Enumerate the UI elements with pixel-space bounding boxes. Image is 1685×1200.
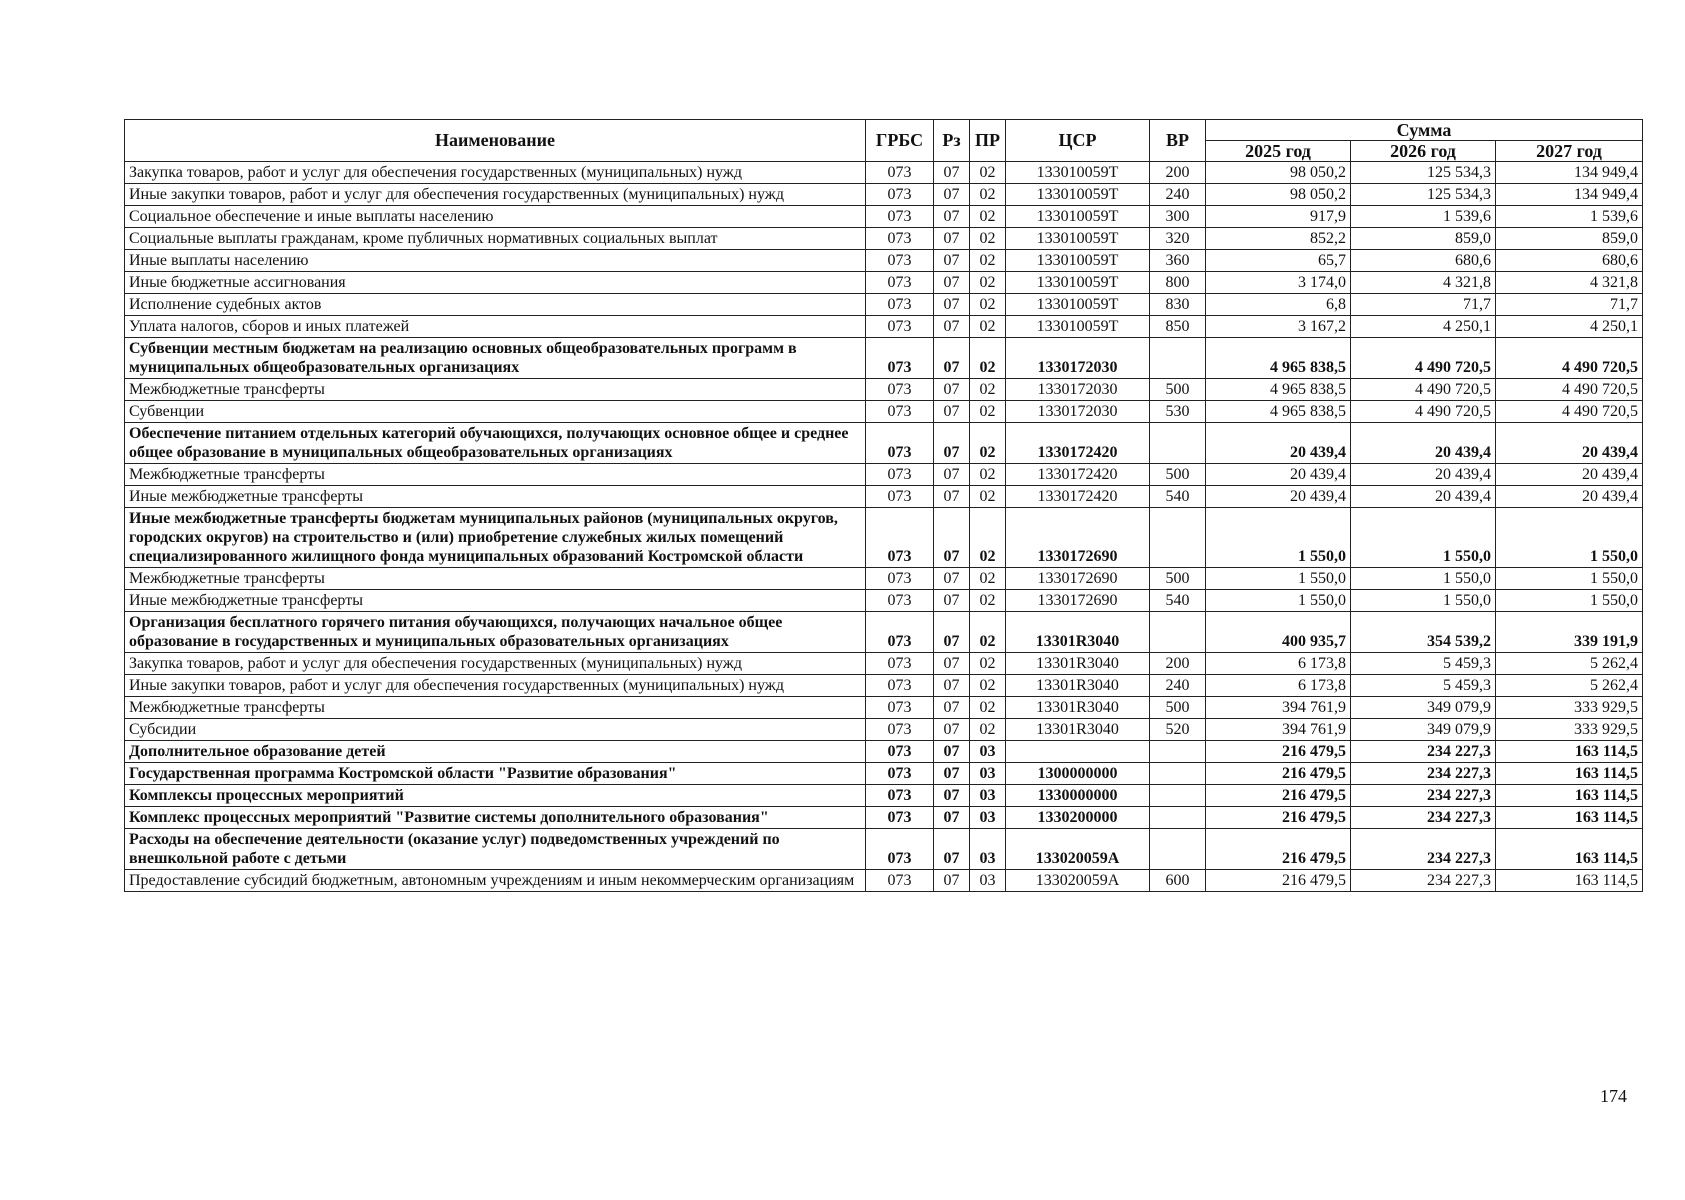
cell-name: Комплекс процессных мероприятий "Развитие системы дополнительного образования": [125, 807, 866, 829]
cell-vr: 800: [1150, 272, 1206, 294]
cell-pr: 02: [970, 250, 1006, 272]
cell-pr: 03: [970, 870, 1006, 892]
cell-2025: 98 050,2: [1206, 162, 1351, 184]
cell-csr: 133020059А: [1006, 870, 1150, 892]
cell-pr: 02: [970, 379, 1006, 401]
cell-csr: 133010059Т: [1006, 162, 1150, 184]
cell-rz: 07: [934, 250, 970, 272]
table-row: [125, 590, 1643, 612]
cell-name: Иные межбюджетные трансферты: [125, 486, 866, 508]
cell-vr: [1150, 338, 1206, 379]
cell-csr: 1330172690: [1006, 590, 1150, 612]
cell-2027: 163 114,5: [1496, 741, 1643, 763]
cell-vr: 500: [1150, 464, 1206, 486]
table-row: [125, 763, 1643, 785]
cell-vr: 830: [1150, 294, 1206, 316]
cell-2025: 216 479,5: [1206, 807, 1351, 829]
cell-2025: 6,8: [1206, 294, 1351, 316]
table-row: [125, 250, 1643, 272]
cell-2025: 216 479,5: [1206, 741, 1351, 763]
cell-2026: 125 534,3: [1351, 184, 1496, 206]
cell-2027: 333 929,5: [1496, 719, 1643, 741]
cell-grbs: 073: [866, 741, 934, 763]
cell-grbs: 073: [866, 486, 934, 508]
cell-2025: 20 439,4: [1206, 464, 1351, 486]
cell-rz: 07: [934, 294, 970, 316]
cell-2027: 163 114,5: [1496, 763, 1643, 785]
cell-2027: 20 439,4: [1496, 486, 1643, 508]
cell-grbs: 073: [866, 294, 934, 316]
cell-rz: 07: [934, 785, 970, 807]
cell-2027: 20 439,4: [1496, 423, 1643, 464]
cell-vr: 240: [1150, 675, 1206, 697]
cell-2027: 163 114,5: [1496, 870, 1643, 892]
cell-2025: 216 479,5: [1206, 870, 1351, 892]
table-row: [125, 401, 1643, 423]
cell-2025: 216 479,5: [1206, 785, 1351, 807]
cell-pr: 02: [970, 294, 1006, 316]
cell-csr: 1330172420: [1006, 486, 1150, 508]
cell-csr: 1330172030: [1006, 338, 1150, 379]
cell-2027: 20 439,4: [1496, 464, 1643, 486]
cell-2026: 234 227,3: [1351, 785, 1496, 807]
cell-2025: 1 550,0: [1206, 508, 1351, 568]
cell-vr: 500: [1150, 568, 1206, 590]
cell-csr: 13301R3040: [1006, 697, 1150, 719]
cell-name: Исполнение судебных актов: [125, 294, 866, 316]
cell-2026: 1 550,0: [1351, 508, 1496, 568]
cell-2025: 3 167,2: [1206, 316, 1351, 338]
cell-2026: 4 490 720,5: [1351, 338, 1496, 379]
cell-csr: 1330172690: [1006, 508, 1150, 568]
cell-pr: 02: [970, 590, 1006, 612]
cell-grbs: 073: [866, 807, 934, 829]
cell-grbs: 073: [866, 719, 934, 741]
cell-2027: 859,0: [1496, 228, 1643, 250]
cell-2026: 1 539,6: [1351, 206, 1496, 228]
cell-vr: 240: [1150, 184, 1206, 206]
cell-2026: 234 227,3: [1351, 763, 1496, 785]
cell-csr: 13301R3040: [1006, 612, 1150, 653]
cell-grbs: 073: [866, 508, 934, 568]
cell-2025: 65,7: [1206, 250, 1351, 272]
cell-vr: 300: [1150, 206, 1206, 228]
cell-vr: 500: [1150, 379, 1206, 401]
cell-2025: 400 935,7: [1206, 612, 1351, 653]
cell-2025: 1 550,0: [1206, 568, 1351, 590]
cell-2025: 20 439,4: [1206, 423, 1351, 464]
cell-pr: 02: [970, 719, 1006, 741]
table-row: [125, 162, 1643, 184]
table-row: [125, 719, 1643, 741]
cell-2027: 1 550,0: [1496, 508, 1643, 568]
cell-name: Закупка товаров, работ и услуг для обеспечения государственных (муниципальных) нужд: [125, 653, 866, 675]
cell-2027: 4 250,1: [1496, 316, 1643, 338]
cell-2026: 234 227,3: [1351, 741, 1496, 763]
cell-2026: 680,6: [1351, 250, 1496, 272]
cell-csr: 133010059Т: [1006, 184, 1150, 206]
cell-csr: 1330200000: [1006, 807, 1150, 829]
header-sum: Сумма: [1206, 120, 1643, 141]
cell-2026: 859,0: [1351, 228, 1496, 250]
table-header: [125, 120, 1643, 162]
cell-csr: 133020059А: [1006, 829, 1150, 870]
cell-2026: 1 550,0: [1351, 590, 1496, 612]
cell-csr: 133010059Т: [1006, 272, 1150, 294]
table-row: [125, 870, 1643, 892]
cell-pr: 02: [970, 508, 1006, 568]
cell-name: Дополнительное образование детей: [125, 741, 866, 763]
cell-pr: 03: [970, 763, 1006, 785]
cell-vr: 540: [1150, 486, 1206, 508]
cell-2026: 354 539,2: [1351, 612, 1496, 653]
cell-grbs: 073: [866, 338, 934, 379]
cell-2026: 4 490 720,5: [1351, 401, 1496, 423]
cell-pr: 02: [970, 675, 1006, 697]
cell-2025: 6 173,8: [1206, 675, 1351, 697]
cell-2025: 4 965 838,5: [1206, 338, 1351, 379]
cell-name: Закупка товаров, работ и услуг для обеспечения государственных (муниципальных) нужд: [125, 162, 866, 184]
cell-2025: 98 050,2: [1206, 184, 1351, 206]
table-row: [125, 829, 1643, 870]
table-row: [125, 785, 1643, 807]
cell-vr: [1150, 612, 1206, 653]
cell-rz: 07: [934, 590, 970, 612]
table-row: [125, 338, 1643, 379]
table-row: [125, 184, 1643, 206]
cell-2026: 5 459,3: [1351, 675, 1496, 697]
cell-grbs: 073: [866, 379, 934, 401]
table-row: [125, 486, 1643, 508]
cell-name: Иные закупки товаров, работ и услуг для обеспечения государственных (муниципальных) нужд: [125, 184, 866, 206]
cell-name: Субсидии: [125, 719, 866, 741]
cell-2026: 234 227,3: [1351, 829, 1496, 870]
cell-name: Организация бесплатного горячего питания обучающихся, получающих начальное общее образование в государственных и муниципальных образовательных организациях: [125, 612, 866, 653]
cell-2027: 4 321,8: [1496, 272, 1643, 294]
cell-rz: 07: [934, 568, 970, 590]
cell-name: Государственная программа Костромской области "Развитие образования": [125, 763, 866, 785]
cell-rz: 07: [934, 228, 970, 250]
cell-2027: 5 262,4: [1496, 675, 1643, 697]
cell-2025: 216 479,5: [1206, 829, 1351, 870]
cell-name: Расходы на обеспечение деятельности (оказание услуг) подведомственных учреждений по внешкольной работе с детьми: [125, 829, 866, 870]
cell-2026: 20 439,4: [1351, 423, 1496, 464]
cell-pr: 02: [970, 228, 1006, 250]
cell-pr: 02: [970, 612, 1006, 653]
cell-2027: 163 114,5: [1496, 785, 1643, 807]
cell-vr: 530: [1150, 401, 1206, 423]
cell-csr: 13301R3040: [1006, 719, 1150, 741]
cell-csr: 1330172030: [1006, 379, 1150, 401]
cell-pr: 02: [970, 486, 1006, 508]
cell-vr: [1150, 741, 1206, 763]
cell-name: Иные бюджетные ассигнования: [125, 272, 866, 294]
cell-pr: 02: [970, 568, 1006, 590]
cell-rz: 07: [934, 184, 970, 206]
cell-grbs: 073: [866, 316, 934, 338]
cell-grbs: 073: [866, 162, 934, 184]
cell-rz: 07: [934, 719, 970, 741]
cell-rz: 07: [934, 870, 970, 892]
cell-2025: 917,9: [1206, 206, 1351, 228]
cell-pr: 02: [970, 338, 1006, 379]
cell-name: Социальные выплаты гражданам, кроме публичных нормативных социальных выплат: [125, 228, 866, 250]
cell-vr: [1150, 807, 1206, 829]
cell-grbs: 073: [866, 568, 934, 590]
cell-csr: 133010059Т: [1006, 206, 1150, 228]
cell-2026: 1 550,0: [1351, 568, 1496, 590]
cell-grbs: 073: [866, 250, 934, 272]
cell-vr: 540: [1150, 590, 1206, 612]
cell-2026: 234 227,3: [1351, 870, 1496, 892]
cell-csr: 133010059Т: [1006, 250, 1150, 272]
cell-grbs: 073: [866, 228, 934, 250]
cell-csr: 133010059Т: [1006, 228, 1150, 250]
cell-grbs: 073: [866, 653, 934, 675]
cell-2026: 20 439,4: [1351, 486, 1496, 508]
cell-vr: [1150, 785, 1206, 807]
cell-2026: 4 250,1: [1351, 316, 1496, 338]
cell-rz: 07: [934, 612, 970, 653]
cell-2027: 5 262,4: [1496, 653, 1643, 675]
cell-grbs: 073: [866, 612, 934, 653]
cell-pr: 02: [970, 401, 1006, 423]
cell-name: Межбюджетные трансферты: [125, 697, 866, 719]
table-row: [125, 697, 1643, 719]
table-row: [125, 206, 1643, 228]
cell-csr: 13301R3040: [1006, 675, 1150, 697]
cell-name: Субвенции местным бюджетам на реализацию основных общеобразовательных программ в муниципальных общеобразовательных организациях: [125, 338, 866, 379]
table-row: [125, 653, 1643, 675]
header-grbs: ГРБС: [866, 120, 934, 162]
cell-2026: 4 321,8: [1351, 272, 1496, 294]
cell-pr: 03: [970, 785, 1006, 807]
cell-rz: 07: [934, 697, 970, 719]
cell-2027: 680,6: [1496, 250, 1643, 272]
header-pr: ПР: [970, 120, 1006, 162]
cell-pr: 02: [970, 184, 1006, 206]
cell-rz: 07: [934, 464, 970, 486]
cell-pr: 03: [970, 829, 1006, 870]
cell-name: Межбюджетные трансферты: [125, 464, 866, 486]
cell-grbs: 073: [866, 675, 934, 697]
header-rz: Рз: [934, 120, 970, 162]
cell-rz: 07: [934, 423, 970, 464]
cell-grbs: 073: [866, 272, 934, 294]
cell-2027: 163 114,5: [1496, 829, 1643, 870]
table-row: [125, 741, 1643, 763]
cell-2025: 4 965 838,5: [1206, 401, 1351, 423]
cell-2025: 394 761,9: [1206, 719, 1351, 741]
cell-2025: 216 479,5: [1206, 763, 1351, 785]
cell-csr: 1330172690: [1006, 568, 1150, 590]
cell-2026: 4 490 720,5: [1351, 379, 1496, 401]
cell-vr: [1150, 829, 1206, 870]
cell-rz: 07: [934, 675, 970, 697]
cell-vr: 850: [1150, 316, 1206, 338]
cell-grbs: 073: [866, 423, 934, 464]
cell-2027: 134 949,4: [1496, 184, 1643, 206]
cell-2026: 234 227,3: [1351, 807, 1496, 829]
cell-rz: 07: [934, 508, 970, 568]
cell-2027: 4 490 720,5: [1496, 401, 1643, 423]
cell-rz: 07: [934, 338, 970, 379]
page-number: 174: [1600, 1086, 1627, 1106]
cell-vr: 600: [1150, 870, 1206, 892]
cell-2027: 4 490 720,5: [1496, 338, 1643, 379]
budget-table: [124, 119, 1643, 892]
cell-2025: 1 550,0: [1206, 590, 1351, 612]
cell-name: Иные межбюджетные трансферты: [125, 590, 866, 612]
cell-grbs: 073: [866, 206, 934, 228]
cell-grbs: 073: [866, 464, 934, 486]
cell-2025: 3 174,0: [1206, 272, 1351, 294]
cell-vr: [1150, 508, 1206, 568]
cell-2026: 20 439,4: [1351, 464, 1496, 486]
cell-name: Иные закупки товаров, работ и услуг для обеспечения государственных (муниципальных) нужд: [125, 675, 866, 697]
table-row: [125, 316, 1643, 338]
cell-csr: 1330172420: [1006, 423, 1150, 464]
cell-grbs: 073: [866, 590, 934, 612]
cell-pr: 03: [970, 807, 1006, 829]
cell-2025: 6 173,8: [1206, 653, 1351, 675]
cell-vr: 500: [1150, 697, 1206, 719]
cell-pr: 02: [970, 162, 1006, 184]
cell-csr: 1330172420: [1006, 464, 1150, 486]
cell-grbs: 073: [866, 184, 934, 206]
table-row: [125, 272, 1643, 294]
table-row: [125, 379, 1643, 401]
cell-rz: 07: [934, 763, 970, 785]
cell-pr: 03: [970, 741, 1006, 763]
table-row: [125, 675, 1643, 697]
cell-grbs: 073: [866, 785, 934, 807]
cell-2026: 5 459,3: [1351, 653, 1496, 675]
table-row: [125, 612, 1643, 653]
cell-pr: 02: [970, 653, 1006, 675]
cell-grbs: 073: [866, 763, 934, 785]
cell-vr: [1150, 763, 1206, 785]
cell-csr: 13301R3040: [1006, 653, 1150, 675]
cell-name: Комплексы процессных мероприятий: [125, 785, 866, 807]
cell-csr: 133010059Т: [1006, 294, 1150, 316]
header-name: Наименование: [125, 120, 866, 162]
cell-2026: 125 534,3: [1351, 162, 1496, 184]
cell-name: Межбюджетные трансферты: [125, 379, 866, 401]
table-row: [125, 423, 1643, 464]
cell-name: Социальное обеспечение и иные выплаты населению: [125, 206, 866, 228]
cell-name: Уплата налогов, сборов и иных платежей: [125, 316, 866, 338]
cell-grbs: 073: [866, 829, 934, 870]
cell-2027: 339 191,9: [1496, 612, 1643, 653]
cell-rz: 07: [934, 401, 970, 423]
cell-2027: 1 550,0: [1496, 590, 1643, 612]
cell-pr: 02: [970, 316, 1006, 338]
cell-name: Иные выплаты населению: [125, 250, 866, 272]
cell-rz: 07: [934, 272, 970, 294]
header-2026: 2026 год: [1351, 141, 1496, 162]
header-vr: ВР: [1150, 120, 1206, 162]
cell-2025: 394 761,9: [1206, 697, 1351, 719]
cell-csr: 1300000000: [1006, 763, 1150, 785]
cell-pr: 02: [970, 206, 1006, 228]
cell-2027: 134 949,4: [1496, 162, 1643, 184]
cell-rz: 07: [934, 206, 970, 228]
cell-vr: 520: [1150, 719, 1206, 741]
cell-2027: 163 114,5: [1496, 807, 1643, 829]
header-2025: 2025 год: [1206, 141, 1351, 162]
cell-name: Субвенции: [125, 401, 866, 423]
cell-2026: 349 079,9: [1351, 719, 1496, 741]
table-row: [125, 568, 1643, 590]
cell-name: Предоставление субсидий бюджетным, автономным учреждениям и иным некоммерческим организациям: [125, 870, 866, 892]
table-row: [125, 807, 1643, 829]
cell-rz: 07: [934, 316, 970, 338]
cell-2025: 852,2: [1206, 228, 1351, 250]
cell-rz: 07: [934, 486, 970, 508]
cell-vr: [1150, 423, 1206, 464]
table-row: [125, 228, 1643, 250]
cell-grbs: 073: [866, 697, 934, 719]
cell-pr: 02: [970, 423, 1006, 464]
cell-pr: 02: [970, 464, 1006, 486]
header-2027: 2027 год: [1496, 141, 1643, 162]
cell-rz: 07: [934, 741, 970, 763]
cell-grbs: 073: [866, 401, 934, 423]
cell-grbs: 073: [866, 870, 934, 892]
cell-pr: 02: [970, 697, 1006, 719]
cell-2027: 1 539,6: [1496, 206, 1643, 228]
cell-2027: 71,7: [1496, 294, 1643, 316]
table-row: [125, 294, 1643, 316]
cell-pr: 02: [970, 272, 1006, 294]
cell-rz: 07: [934, 829, 970, 870]
cell-2026: 349 079,9: [1351, 697, 1496, 719]
cell-2027: 1 550,0: [1496, 568, 1643, 590]
cell-2027: 4 490 720,5: [1496, 379, 1643, 401]
cell-csr: [1006, 741, 1150, 763]
cell-rz: 07: [934, 653, 970, 675]
header-csr: ЦСР: [1006, 120, 1150, 162]
cell-name: Иные межбюджетные трансферты бюджетам муниципальных районов (муниципальных округов, городских округов) на строительство и (или) приобретение служебных жилых помещений специализированного жилищного фонда муниципальных образований Костромской области: [125, 508, 866, 568]
cell-vr: 200: [1150, 162, 1206, 184]
cell-rz: 07: [934, 162, 970, 184]
cell-csr: 1330172030: [1006, 401, 1150, 423]
cell-csr: 133010059Т: [1006, 316, 1150, 338]
cell-vr: 320: [1150, 228, 1206, 250]
cell-2025: 4 965 838,5: [1206, 379, 1351, 401]
cell-rz: 07: [934, 379, 970, 401]
cell-rz: 07: [934, 807, 970, 829]
table-row: [125, 464, 1643, 486]
cell-name: Межбюджетные трансферты: [125, 568, 866, 590]
cell-vr: 360: [1150, 250, 1206, 272]
table-body: [125, 162, 1643, 892]
cell-csr: 1330000000: [1006, 785, 1150, 807]
cell-name: Обеспечение питанием отдельных категорий обучающихся, получающих основное общее и среднее общее образование в муниципальных общеобразовательных организациях: [125, 423, 866, 464]
cell-2025: 20 439,4: [1206, 486, 1351, 508]
cell-2026: 71,7: [1351, 294, 1496, 316]
table-row: [125, 508, 1643, 568]
cell-vr: 200: [1150, 653, 1206, 675]
cell-2027: 333 929,5: [1496, 697, 1643, 719]
